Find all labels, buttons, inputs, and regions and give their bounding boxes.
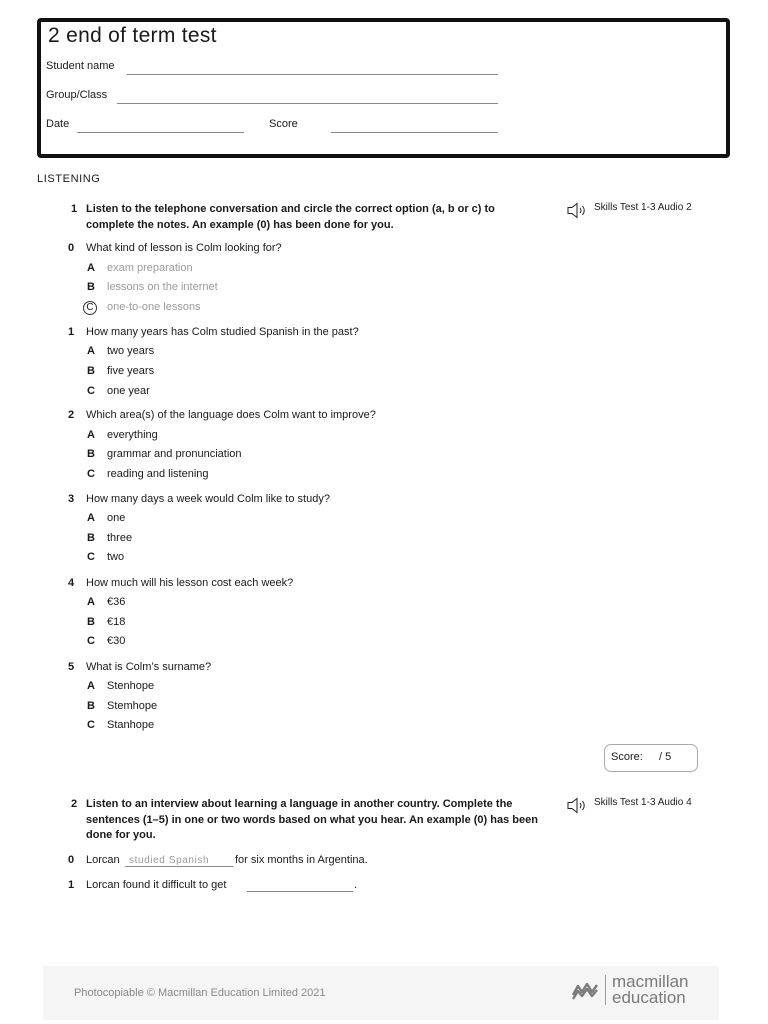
sentence-start: Lorcan xyxy=(86,854,120,866)
option-letter[interactable]: A xyxy=(87,262,95,274)
copyright-notice: Photocopiable © Macmillan Education Limited 2021 xyxy=(74,987,326,999)
logo-line: education xyxy=(612,988,686,1007)
option-text: three xyxy=(107,532,133,544)
circled-answer[interactable]: C xyxy=(83,301,97,315)
audio-reference[interactable] xyxy=(567,202,692,219)
exercise-instructions xyxy=(86,797,561,844)
sentence-end: for six months in Argentina. xyxy=(235,854,368,866)
question-number: 1 xyxy=(68,326,75,338)
option-letter[interactable]: C xyxy=(87,385,95,397)
date-field[interactable] xyxy=(77,132,244,133)
option-text: exam preparation xyxy=(107,262,193,274)
option-text: Stanhope xyxy=(107,719,155,731)
option-text: one year xyxy=(107,385,150,397)
option-letter[interactable]: B xyxy=(87,616,95,628)
question-text: What kind of lesson is Colm looking for? xyxy=(86,242,282,254)
audio-label: Skills Test 1-3 Audio 2 xyxy=(594,202,692,213)
student-name-label: Student name xyxy=(46,60,115,72)
option-letter[interactable]: A xyxy=(87,429,95,441)
group-class-field[interactable] xyxy=(117,103,498,104)
score-box-total: / 5 xyxy=(659,751,672,763)
option-letter[interactable]: B xyxy=(87,281,95,293)
option-letter[interactable]: B xyxy=(87,700,95,712)
option-text: €36 xyxy=(107,596,126,608)
option-text: one-to-one lessons xyxy=(107,301,201,313)
option-text: €30 xyxy=(107,635,126,647)
option-letter[interactable]: B xyxy=(87,448,95,460)
option-letter[interactable]: B xyxy=(87,532,95,544)
question-text: How much will his lesson cost each week? xyxy=(86,577,294,589)
date-label: Date xyxy=(46,118,70,130)
question-number: 4 xyxy=(68,577,75,589)
option-text: everything xyxy=(107,429,158,441)
option-text: two years xyxy=(107,345,155,357)
question-number: 2 xyxy=(68,409,75,421)
option-letter[interactable]: C xyxy=(87,719,95,731)
option-text: lessons on the internet xyxy=(107,281,218,293)
group-class-label: Group/Class xyxy=(46,89,108,101)
sentence-start: Lorcan found it difficult to get xyxy=(86,879,227,891)
section-title: LISTENING xyxy=(37,173,101,185)
answer-gap[interactable] xyxy=(247,879,353,892)
logo-line: macmillan xyxy=(612,972,689,991)
question-number: 0 xyxy=(68,242,75,254)
option-letter[interactable]: C xyxy=(87,635,95,647)
option-letter[interactable]: A xyxy=(87,680,95,692)
test-title: 2 end of term test xyxy=(48,24,217,47)
option-text: Stemhope xyxy=(107,700,158,712)
question-text: How many years has Colm studied Spanish in the past? xyxy=(86,326,359,338)
option-text: one xyxy=(107,512,126,524)
option-text: €18 xyxy=(107,616,126,628)
instruction-line: complete the notes. An example (0) has been done for you. xyxy=(86,218,394,231)
exercise-number: 2 xyxy=(71,798,78,810)
option-text: two xyxy=(107,551,125,563)
logo-wordmark xyxy=(612,974,689,1006)
option-text: five years xyxy=(107,365,155,377)
score-box-label: Score: xyxy=(611,751,643,763)
speaker-icon xyxy=(567,797,588,814)
option-text: grammar and pronunciation xyxy=(107,448,242,460)
logo-divider xyxy=(605,975,606,1005)
sentence-end: . xyxy=(354,879,358,891)
option-letter[interactable]: A xyxy=(87,596,95,608)
question-text: Which area(s) of the language does Colm want to improve? xyxy=(86,409,376,421)
option-letter[interactable]: A xyxy=(87,345,95,357)
student-info-box xyxy=(37,18,730,158)
page-footer xyxy=(43,966,719,1020)
question-text: How many days a week would Colm like to study? xyxy=(86,493,330,505)
option-letter[interactable]: A xyxy=(87,512,95,524)
question-number: 3 xyxy=(68,493,75,505)
option-text: reading and listening xyxy=(107,468,209,480)
score-box xyxy=(604,744,698,772)
option-letter[interactable]: C xyxy=(87,468,95,480)
option-text: Stenhope xyxy=(107,680,155,692)
macmillan-logo-icon xyxy=(571,979,599,1001)
exercise-instructions xyxy=(86,202,556,233)
example-answer: studied Spanish xyxy=(129,855,210,866)
instruction-line: Listen to the telephone conversation and circle the correct option (a, b or c) to xyxy=(86,203,495,215)
student-name-field[interactable] xyxy=(127,74,498,75)
exercise-number: 1 xyxy=(71,203,78,215)
question-number: 5 xyxy=(68,661,75,673)
speaker-icon xyxy=(567,202,588,219)
instruction-line: Listen to an interview about learning a language in another country. Complete the xyxy=(86,798,513,810)
instruction-line: done for you. xyxy=(86,829,156,841)
question-text: What is Colm’s surname? xyxy=(86,661,212,673)
option-letter[interactable]: B xyxy=(87,365,95,377)
audio-label: Skills Test 1-3 Audio 4 xyxy=(594,797,692,808)
item-number: 1 xyxy=(68,879,75,891)
score-label: Score xyxy=(269,118,298,130)
audio-reference[interactable] xyxy=(567,797,692,814)
item-number: 0 xyxy=(68,854,75,866)
publisher-logo xyxy=(571,974,689,1006)
option-letter[interactable]: C xyxy=(87,551,95,563)
score-field[interactable] xyxy=(331,132,498,133)
instruction-line: sentences (1–5) in one or two words based on what you hear. An example (0) has been xyxy=(86,813,538,826)
